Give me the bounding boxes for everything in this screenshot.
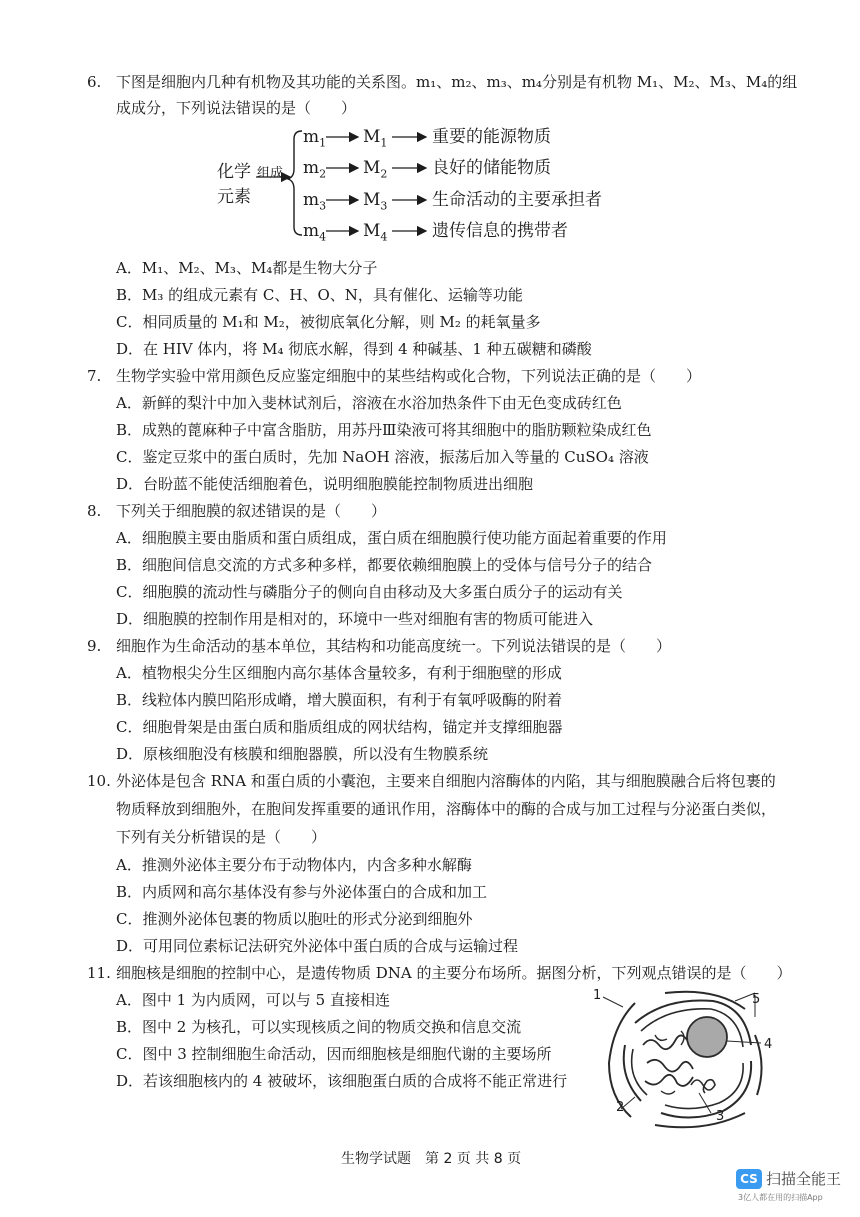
option: D．细胞膜的控制作用是相对的，环境中一些对细胞有害的物质可能进入	[116, 610, 594, 628]
question-number: 8.	[87, 502, 102, 520]
diagram-row	[363, 126, 387, 154]
function-label: 良好的储能物质	[432, 158, 551, 178]
option: B．图中 2 为核孔，可以实现核质之间的物质交换和信息交流	[116, 1018, 522, 1036]
function-label: 遗传信息的携带者	[432, 221, 568, 241]
question-number: 6.	[87, 73, 102, 91]
function-label: 生命活动的主要承担者	[432, 190, 602, 210]
question-stem: 下图是细胞内几种有机物及其功能的关系图。m₁、m₂、m₃、m₄分别是有机物 M₁、M₂、M₃、M₄的组	[116, 73, 798, 91]
option: C．图中 3 控制细胞生命活动，因而细胞核是细胞代谢的主要场所	[116, 1045, 552, 1063]
figure-label: 4	[764, 1037, 773, 1052]
function-label: 重要的能源物质	[432, 127, 551, 147]
option: C．细胞骨架是由蛋白质和脂质组成的网状结构，锚定并支撑细胞器	[116, 718, 563, 736]
figure-label: 1	[593, 988, 602, 1003]
option: A．新鲜的梨汁中加入斐林试剂后，溶液在水浴加热条件下由无色变成砖红色	[116, 394, 622, 412]
diagram-row	[303, 189, 326, 217]
option: A．推测外泌体主要分布于动物体内，内含多种水解酶	[116, 856, 472, 874]
polymer-label: $M_3$	[363, 190, 388, 213]
scanner-logo: CS	[736, 1169, 762, 1189]
diagram-row	[363, 220, 387, 248]
option: A．M₁、M₂、M₃、M₄都是生物大分子	[116, 259, 378, 277]
question-stem: 下列有关分析错误的是（ ）	[116, 828, 327, 846]
monomer-label: $m_2$	[303, 158, 327, 181]
option: D．在 HIV 体内，将 M₄ 彻底水解，得到 4 种碱基、1 种五碳糖和磷酸	[116, 340, 592, 358]
page-footer: 生物学试题 第 2 页 共 8 页	[341, 1151, 522, 1167]
diagram-row	[303, 220, 326, 248]
question-stem: 下列关于细胞膜的叙述错误的是（ ）	[116, 502, 387, 520]
monomer-label: $m_3$	[303, 190, 327, 213]
question-stem: 物质释放到细胞外，在胞间发挥重要的通讯作用，溶酶体中的酶的合成与加工过程与分泌蛋白类似，	[116, 800, 777, 818]
question-number: 11.	[87, 964, 111, 982]
option: A．细胞膜主要由脂质和蛋白质组成，蛋白质在细胞膜行使功能方面起着重要的作用	[116, 529, 667, 547]
diagram-row	[363, 157, 387, 185]
question-stem: 生物学实验中常用颜色反应鉴定细胞中的某些结构或化合物，下列说法正确的是（ ）	[116, 367, 702, 385]
scanner-tagline: 3亿人都在用的扫描App	[738, 1193, 823, 1202]
figure-label: 3	[716, 1109, 725, 1124]
option: B．成熟的蓖麻种子中富含脂肪，用苏丹Ⅲ染液可将其细胞中的脂肪颗粒染成红色	[116, 421, 652, 439]
option: C．鉴定豆浆中的蛋白质时，先加 NaOH 溶液，振荡后加入等量的 CuSO₄ 溶液	[116, 448, 649, 466]
option: B．内质网和高尔基体没有参与外泌体蛋白的合成和加工	[116, 883, 488, 901]
polymer-label: $M_4$	[363, 221, 388, 244]
option: B．线粒体内膜凹陷形成嵴，增大膜面积，有利于有氧呼吸酶的附着	[116, 691, 563, 709]
question-stem: 外泌体是包含 RNA 和蛋白质的小囊泡，主要来自细胞内溶酶体的内陷，其与细胞膜融合后将包裹的	[116, 772, 776, 790]
question-stem: 成成分，下列说法错误的是（ ）	[116, 99, 357, 117]
figure-label: 5	[752, 992, 761, 1007]
question-stem: 细胞作为生命活动的基本单位，其结构和功能高度统一。下列说法错误的是（ ）	[116, 637, 672, 655]
option: D．台盼蓝不能使活细胞着色，说明细胞膜能控制物质进出细胞	[116, 475, 534, 493]
option: C．推测外泌体包裹的物质以胞吐的形式分泌到细胞外	[116, 910, 473, 928]
option: A．植物根尖分生区细胞内高尔基体含量较多，有利于细胞壁的形成	[116, 664, 562, 682]
scanner-name: 扫描全能王	[766, 1170, 842, 1188]
option: B．细胞间信息交流的方式多种多样，都要依赖细胞膜上的受体与信号分子的结合	[116, 556, 653, 574]
compose-label: 组成	[257, 166, 284, 181]
monomer-label: $m_4$	[303, 221, 327, 244]
question-number: 9.	[87, 637, 102, 655]
option: C．相同质量的 M₁和 M₂，被彻底氧化分解，则 M₂ 的耗氧量多	[116, 313, 541, 331]
option: C．细胞膜的流动性与磷脂分子的侧向自由移动及大多蛋白质分子的运动有关	[116, 583, 623, 601]
option: A．图中 1 为内质网，可以与 5 直接相连	[116, 991, 390, 1009]
option: D．原核细胞没有核膜和细胞器膜，所以没有生物膜系统	[116, 745, 489, 763]
option: D．可用同位素标记法研究外泌体中蛋白质的合成与运输过程	[116, 937, 519, 955]
element-label: 元素	[217, 187, 251, 207]
diagram-row	[363, 189, 387, 217]
question-number: 10.	[87, 772, 111, 790]
option: D．若该细胞核内的 4 被破坏，该细胞蛋白质的合成将不能正常进行	[116, 1072, 568, 1090]
diagram-row	[303, 126, 326, 154]
polymer-label: $M_1$	[363, 127, 388, 150]
question-stem: 细胞核是细胞的控制中心，是遗传物质 DNA 的主要分布场所。据图分析，下列观点错误的是（ ）	[116, 964, 792, 982]
monomer-label: $m_1$	[303, 127, 327, 150]
figure-label: 2	[616, 1100, 625, 1115]
diagram-row	[303, 157, 326, 185]
element-label: 化学	[217, 162, 251, 182]
polymer-label: $M_2$	[363, 158, 388, 181]
option: B．M₃ 的组成元素有 C、H、O、N，具有催化、运输等功能	[116, 286, 523, 304]
question-number: 7.	[87, 367, 102, 385]
